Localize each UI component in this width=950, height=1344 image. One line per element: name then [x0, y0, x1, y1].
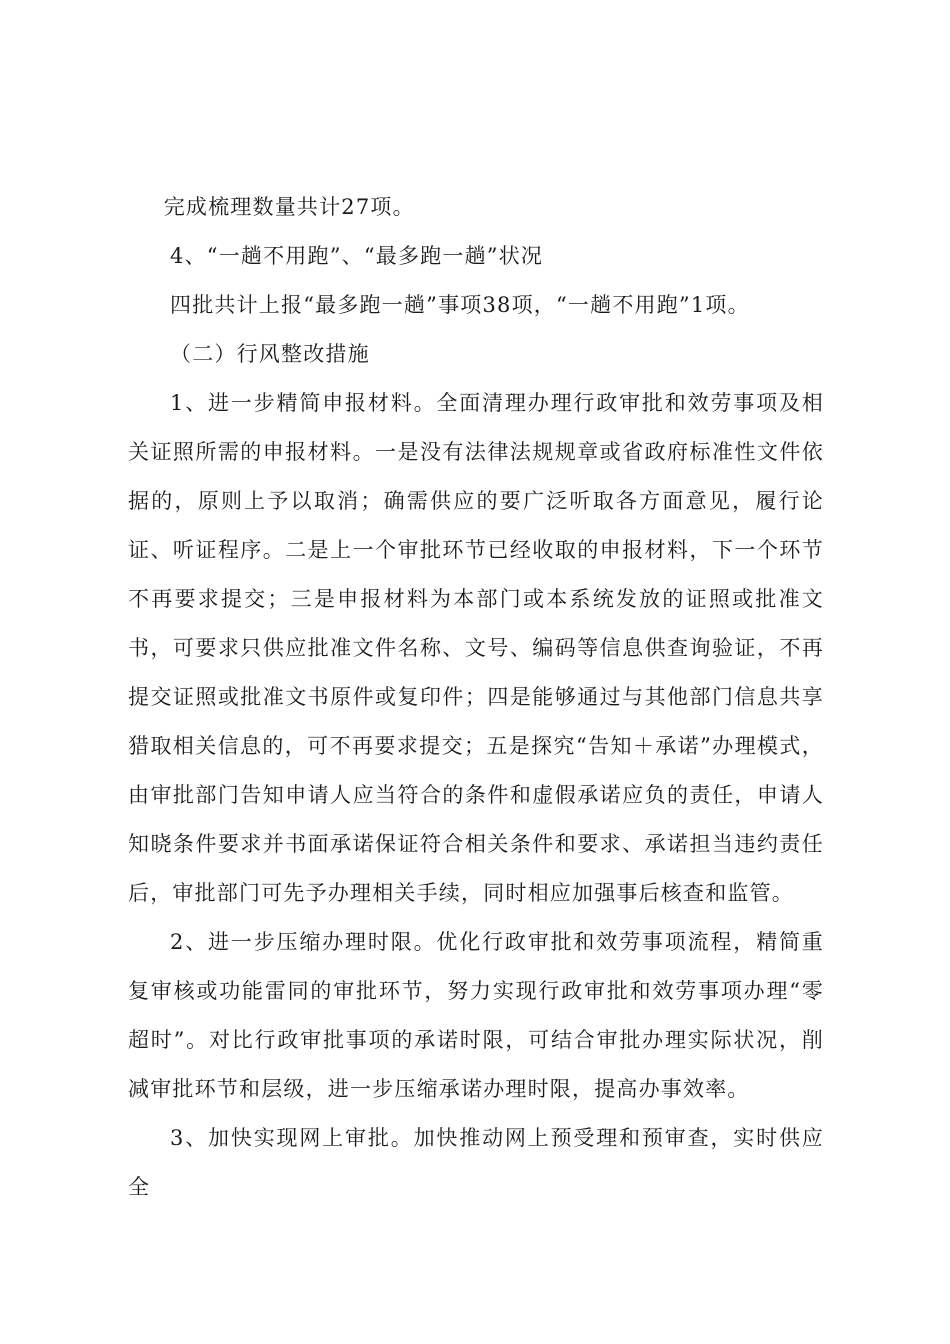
paragraph-3: 四批共计上报“最多跑一趟”事项38项，“一趟不用跑”1项。 [170, 293, 750, 317]
paragraph-1: 完成梳理数量共计27项。 [163, 195, 415, 219]
section-heading: （二）行风整改措施 [170, 342, 370, 366]
paragraph-2: 4、“一趟不用跑”、“最多跑一趟”状况 [170, 244, 544, 268]
paragraph-6: 3、加快实现网上审批。加快推动网上预受理和预审查，实时供应全 [128, 1126, 824, 1199]
document-body [128, 183, 824, 1212]
paragraph-4: 1、进一步精简申报材料。全面清理办理行政审批和效劳事项及相关证照所需的申报材料。一是没有法律法规规章或省政府标准性文件依据的，原则上予以取消；确需供应的要广泛听取各方面意见，履行论证、听证程序。二是上一个审批环节已经收取的申报材料，下一个环节不再要求提交；三是申报材料为本部门或本系统发放的证照或批准文书，可要求只供应批准文件名称、文号、编码等信息供查询验证，不再提交证照或批准文书原件或复印件；四是能够通过与其他部门信息共享猎取相关信息的，可不再要求提交；五是探究“告知＋承诺”办理模式，由审批部门告知申请人应当符合的条件和虚假承诺应负的责任，申请人知晓条件要求并书面承诺保证符合相关条件和要求、承诺担当违约责任后，审批部门可先予办理相关手续，同时相应加强事后核查和监管。 [128, 391, 824, 905]
paragraph-5: 2、进一步压缩办理时限。优化行政审批和效劳事项流程，精简重复审核或功能雷同的审批环节，努力实现行政审批和效劳事项办理“零超时”。对比行政审批事项的承诺时限，可结合审批办理实际状况，削减审批环节和层级，进一步压缩承诺办理时限，提高办事效率。 [128, 930, 824, 1101]
